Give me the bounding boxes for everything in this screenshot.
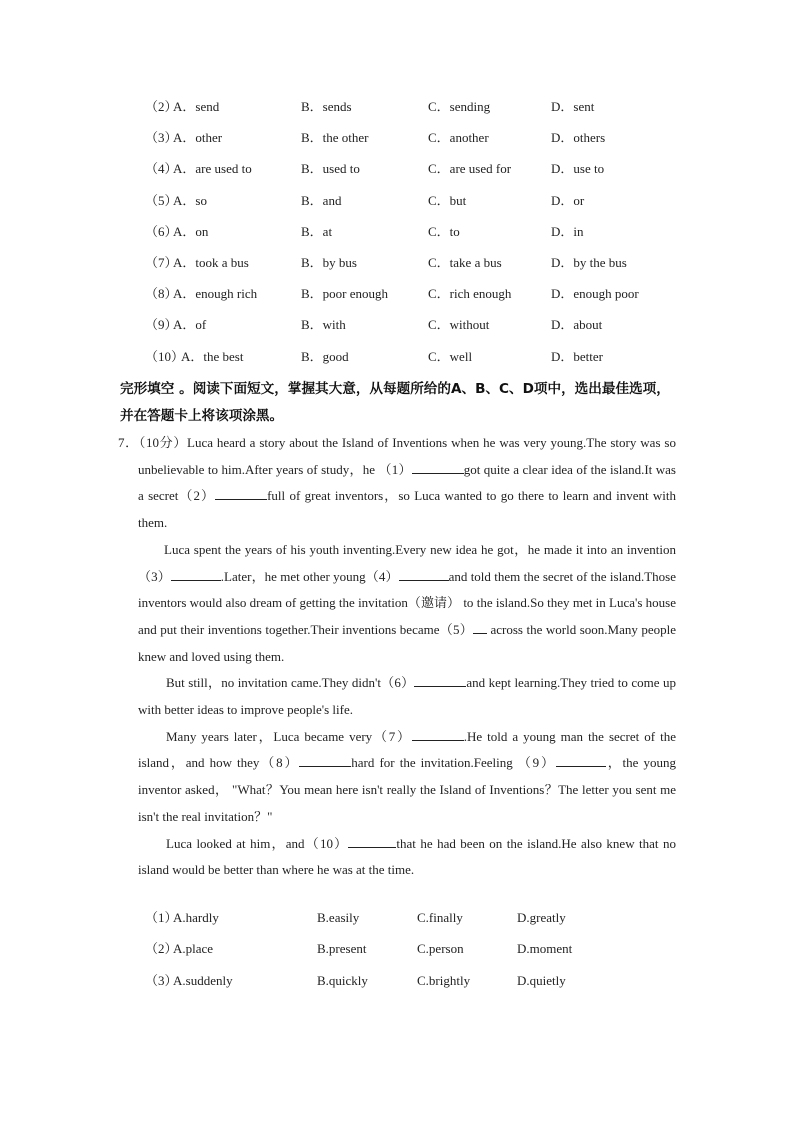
passage-text: Luca looked at him，and（10）	[166, 835, 349, 851]
option-b: B.present	[317, 941, 367, 957]
option-d: D．or	[551, 192, 585, 208]
passage-paragraph-3	[118, 670, 676, 723]
question-number: （3）	[145, 972, 178, 988]
option-d: D．enough poor	[551, 286, 639, 302]
blank-7	[412, 727, 464, 741]
option-c: C．without	[428, 317, 490, 333]
question-number: （2）	[145, 941, 178, 957]
passage-paragraph-4	[118, 724, 676, 831]
option-d: D.greatly	[517, 910, 566, 925]
passage-paragraph-5	[118, 831, 676, 884]
option-d: D．sent	[551, 99, 595, 114]
option-b: B.quickly	[317, 972, 368, 988]
blank-9	[556, 753, 606, 767]
passage-text: and told them the secret of the island.Those inventors would also dream of getting the invitation（邀请） to the island.So they met in Luca's house and put their inventions together.Their inventions became（5）	[138, 568, 676, 637]
passage-text: Luca spent the years of his youth inventing.Every new idea he got，he made it into an invention（3）	[138, 541, 676, 584]
blank-10	[348, 834, 396, 848]
passage-text: Many years later，Luca became very（7）	[166, 728, 412, 744]
option-b: B．poor enough	[301, 286, 389, 302]
option-a: A.place	[173, 941, 214, 957]
question-label: 7．（10分）	[118, 435, 187, 450]
option-a: A．on	[173, 223, 209, 239]
option-b: B．and	[301, 192, 342, 208]
blank-3	[171, 567, 221, 581]
question-number: （3）	[145, 130, 178, 146]
option-b: B．sends	[301, 99, 352, 114]
section-instruction: 完形填空 。阅读下面短文，掌握其大意，从每题所给的A、B、C、D项中，选出最佳选项，并在答题卡上将该项涂黑。	[120, 381, 670, 424]
option-d: D．by the bus	[551, 254, 627, 270]
option-a: A．of	[173, 317, 207, 333]
option-a: A．are used to	[173, 161, 252, 177]
question-number: （1）	[145, 910, 178, 925]
passage-text: got quite a clear idea of the island.It was a secret（2）	[138, 461, 676, 504]
option-c: C.person	[417, 941, 464, 957]
passage-paragraph-1	[118, 430, 676, 537]
question-number: （8）	[145, 286, 178, 302]
passage-text: hard for the invitation.Feeling （9）	[351, 755, 556, 771]
blank-8	[299, 753, 351, 767]
option-c: C．another	[428, 130, 489, 146]
passage-text: But still，no invitation came.They didn't（6）	[166, 675, 415, 691]
passage-text: full of great inventors，so Luca wanted to go there to learn and invent with them.	[138, 488, 676, 531]
passage-text: and kept learning.They tried to come up with better ideas to improve people's life.	[138, 675, 676, 718]
blank-5	[473, 620, 487, 634]
option-a: A．enough rich	[173, 286, 258, 302]
option-a: A．other	[173, 130, 223, 146]
passage-paragraph-2	[118, 537, 676, 671]
option-b: B．by bus	[301, 254, 357, 270]
option-c: C．take a bus	[428, 254, 502, 270]
option-a: A．the best	[181, 348, 244, 364]
option-d: D．better	[551, 348, 603, 364]
cloze-passage	[118, 430, 676, 884]
blank-4	[399, 567, 449, 581]
option-a: A.hardly	[173, 910, 219, 925]
option-c: C．rich enough	[428, 286, 512, 302]
option-c: C．but	[428, 192, 467, 208]
option-b: B.easily	[317, 910, 360, 925]
passage-text: Luca heard a story about the Island of Inventions when he was very young.The story was so unbelievable to him.After years of study，he （1）	[138, 435, 676, 477]
option-d: D.moment	[517, 941, 573, 957]
option-b: B．with	[301, 317, 346, 333]
option-b: B．used to	[301, 161, 360, 177]
option-d: D．in	[551, 223, 584, 239]
passage-text: across the world soon.Many people knew and loved using them.	[138, 621, 676, 664]
option-c: C.brightly	[417, 972, 471, 988]
passage-text: that he had been on the island.He also knew that no island would be better than where he was at the time.	[138, 835, 676, 878]
passage-text: ，the young inventor asked， "What？You mean here isn't really the Island of Inventions？The letter you sent me isn't the real invitation？"	[138, 755, 676, 824]
option-d: D．others	[551, 130, 606, 146]
option-d: D．about	[551, 317, 603, 333]
passage-text: .He told a young man the secret of the island，and how they（8）	[138, 728, 677, 771]
option-b: B．at	[301, 223, 333, 239]
option-d: D．use to	[551, 161, 605, 177]
option-a: A．send	[173, 99, 220, 114]
question-number: （6）	[145, 223, 178, 239]
option-c: C.finally	[417, 910, 463, 925]
blank-2	[215, 486, 267, 500]
question-number: （4）	[145, 161, 178, 177]
option-c: C．sending	[428, 99, 491, 114]
question-number: （9）	[145, 317, 178, 333]
option-b: B．good	[301, 348, 349, 364]
option-c: C．to	[428, 223, 460, 239]
question-number: （10）	[145, 348, 185, 364]
option-b: B．the other	[301, 130, 369, 146]
option-a: A.suddenly	[173, 972, 233, 988]
blank-1	[412, 460, 464, 474]
passage-text: .Later，he met other young（4）	[220, 568, 399, 584]
blank-6	[414, 673, 466, 687]
question-number: （7）	[145, 254, 178, 270]
question-number: （2）	[145, 99, 178, 114]
question-number: （5）	[145, 192, 178, 208]
option-c: C．well	[428, 348, 473, 364]
option-d: D.quietly	[517, 972, 566, 988]
option-c: C．are used for	[428, 161, 512, 177]
option-a: A．so	[173, 192, 207, 208]
option-a: A．took a bus	[173, 254, 249, 270]
